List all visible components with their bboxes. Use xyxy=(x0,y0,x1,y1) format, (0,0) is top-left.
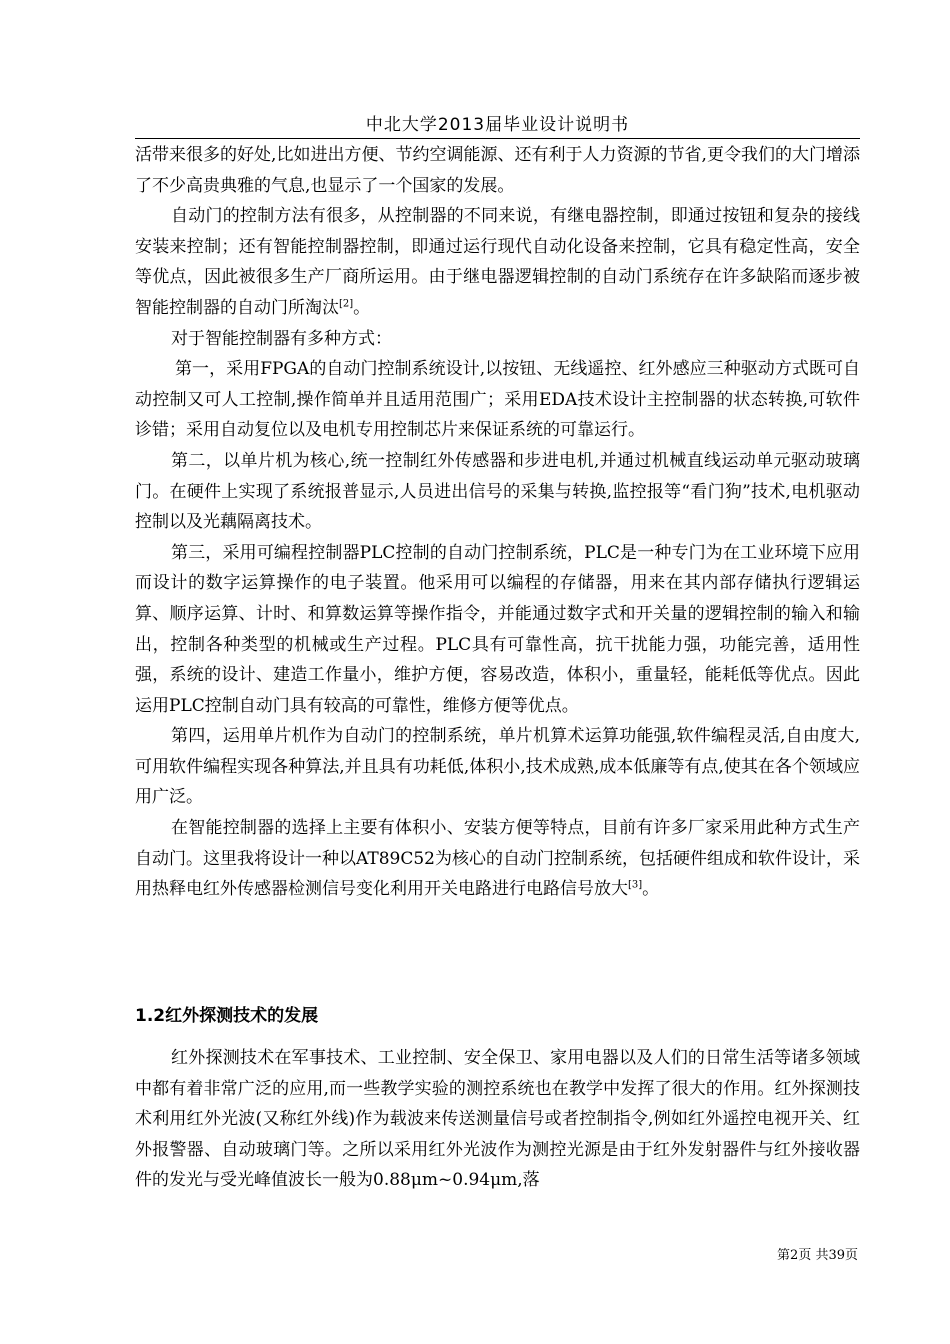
paragraph-3: 对于智能控制器有多种方式： xyxy=(171,328,392,349)
section-body xyxy=(135,1043,860,1196)
paragraph-2-end: 。 xyxy=(353,297,371,318)
paragraph-8 xyxy=(135,813,860,905)
paragraph-8-end: 。 xyxy=(642,879,660,900)
paragraph-6: 第三，采用可编程控制器PLC控制的自动门控制系统，PLC是一种专门为在工业环境下应用而设计的数字运算操作的电子装置。他采用可以编程的存储器，用来在其内部存储执行逻辑运算、顺序运算、计时、和算数运算等操作指令，并能通过数字式和开关量的逻辑控制的输入和输出，控制各种类型的机械或生产过程。PLC具有可靠性高，抗干扰能力强，功能完善，适用性强，系统的设计、建造工作量小，维护方便，容易改造，体积小，重量轻，能耗低等优点。因此运用PLC控制自动门具有较高的可靠性，维修方便等优点。 xyxy=(135,542,860,716)
citation-3: [3] xyxy=(628,879,643,891)
section-heading: 1.2红外探测技术的发展 xyxy=(135,1006,319,1026)
paragraph-4: 第一，采用FPGA的自动门控制系统设计,以按钮、无线遥控、红外感应三种驱动方式既可自动控制又可人工控制,操作简单并且适用范围广；采用EDA技术设计主控制器的状态转换,可软件诊错；采用自动复位以及电机专用控制芯片来保证系统的可靠运行。 xyxy=(135,359,860,441)
section-paragraph: 红外探测技术在军事技术、工业控制、安全保卫、家用电器以及人们的日常生活等诸多领域中都有着非常广泛的应用,而一些教学实验的测控系统也在教学中发挥了很大的作用。红外探测技术利用红外光波(又称红外线)作为载波来传送测量信号或者控制指令,例如红外遥控电视开关、红外报警器、自动玻璃门等。之所以采用红外光波作为测控光源是由于红外发射器件与红外接收器件的发光与受光峰值波长一般为0.88μm~0.94μm,落 xyxy=(135,1048,860,1191)
page-footer: 第2页 共39页 xyxy=(777,1248,858,1263)
paragraph-8-text: 在智能控制器的选择上主要有体积小、安装方便等特点，目前有许多厂家采用此种方式生产自动门。这里我将设计一种以AT89C52为核心的自动门控制系统，包括硬件组成和软件设计，采用热释电红外传感器检测信号变化利用开关电路进行电路信号放大 xyxy=(135,818,860,900)
paragraph-7: 第四，运用单片机作为自动门的控制系统，单片机算术运算功能强,软件编程灵活,自由度大,可用软件编程实现各种算法,并且具有功耗低,体积小,技术成熟,成本低廉等有点,使其在各个领域应用广泛。 xyxy=(135,726,860,808)
citation-2: [2] xyxy=(339,298,354,310)
paragraph-2-text: 自动门的控制方法有很多，从控制器的不同来说，有继电器控制，即通过按钮和复杂的接线安装来控制；还有智能控制器控制，即通过运行现代自动化设备来控制，它具有稳定性高，安全等优点，因此被很多生产厂商所运用。由于继电器逻辑控制的自动门系统存在许多缺陷而逐步被智能控制器的自动门所淘汰 xyxy=(135,206,860,318)
body-text xyxy=(135,140,860,905)
paragraph-2 xyxy=(135,201,860,323)
paragraph-1: 活带来很多的好处,比如进出方便、节约空调能源、还有利于人力资源的节省,更令我们的大门增添了不少高贵典雅的气息,也显示了一个国家的发展。 xyxy=(135,145,860,196)
page-header: 中北大学2013届毕业设计说明书 xyxy=(365,115,630,135)
paragraph-5: 第二，以单片机为核心,统一控制红外传感器和步进电机,并通过机械直线运动单元驱动玻璃门。在硬件上实现了系统报普显示,人员进出信号的采集与转换,监控报等“看门狗”技术,电机驱动控制以及光藕隔离技术。 xyxy=(135,450,860,533)
header-divider xyxy=(135,138,860,139)
